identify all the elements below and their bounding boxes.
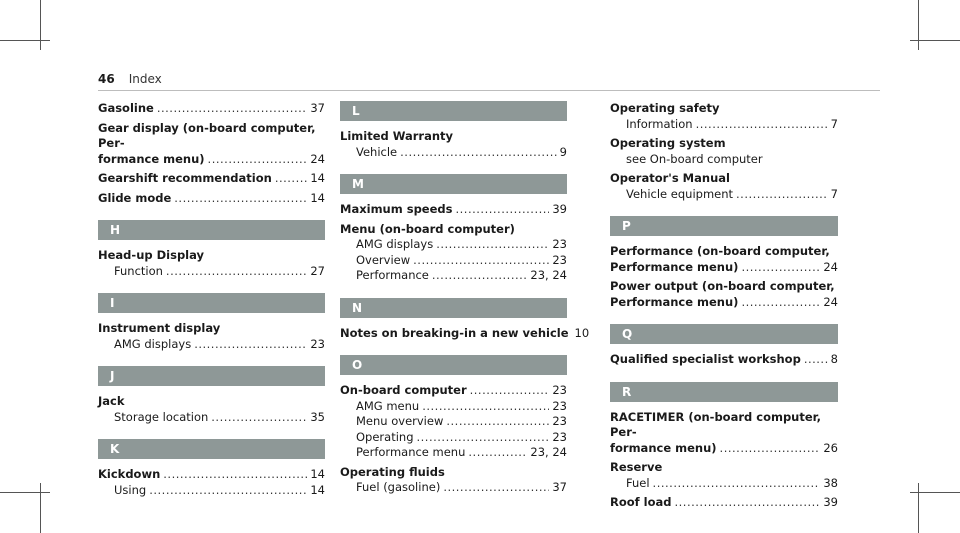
header-rule (98, 90, 880, 91)
index-entry[interactable]: Performance menu) ..... 24 (610, 260, 838, 276)
crop-mark (0, 40, 50, 41)
index-entry[interactable]: Maximum speeds ..... 39 (340, 202, 567, 218)
index-subentry[interactable]: Storage location ..... 35 (98, 410, 325, 426)
index-subentry[interactable]: Performance menu ..... 23, 24 (340, 445, 567, 461)
index-entry[interactable]: formance menu) ..... 26 (610, 441, 838, 457)
section-letter-o: O (340, 355, 567, 375)
index-column-2 (340, 101, 590, 496)
index-entry: Operating system (610, 136, 726, 150)
index-column-1 (98, 101, 325, 498)
section-letter-p: P (610, 216, 838, 236)
index-entry: Reserve (610, 460, 663, 474)
section-letter-i: I (98, 293, 325, 313)
index-subentry[interactable]: Operating ..... 23 (340, 430, 567, 446)
index-entry[interactable]: Gearshift recommendation ..... 14 (98, 171, 325, 187)
index-entry: Head-up Display (98, 248, 205, 262)
index-entry[interactable]: formance menu) ..... 24 (98, 152, 325, 168)
index-column-3 (610, 101, 838, 511)
index-entry[interactable]: Glide mode ..... 14 (98, 191, 325, 207)
index-entry: RACETIMER (on-board computer, Per- (610, 409, 822, 439)
crop-mark (910, 492, 960, 493)
section-letter-j: J (98, 366, 325, 386)
crop-mark (910, 40, 960, 41)
index-subentry[interactable]: AMG displays ..... 23 (98, 337, 325, 353)
index-subentry[interactable]: see On-board computer (626, 151, 763, 166)
index-entry: Limited Warranty (340, 129, 454, 143)
section-letter-h: H (98, 220, 325, 240)
index-subentry[interactable]: Function ..... 27 (98, 264, 325, 280)
index-entry: Operator's Manual (610, 171, 730, 185)
index-entry: Performance (on-board computer, (610, 244, 830, 258)
index-subentry[interactable]: Vehicle equipment ..... 7 (610, 187, 838, 203)
index-subentry[interactable]: Overview ..... 23 (340, 253, 567, 269)
index-entry[interactable]: Qualified specialist workshop ..... 8 (610, 352, 838, 368)
section-letter-r: R (610, 382, 838, 402)
crop-mark (40, 0, 41, 50)
index-subentry[interactable]: Information ..... 7 (610, 117, 838, 133)
index-entry[interactable]: Roof load ..... 39 (610, 495, 838, 511)
index-entry: Gear display (on-board computer, Per- (98, 120, 316, 150)
index-entry[interactable]: On-board computer ..... 23 (340, 383, 567, 399)
index-entry[interactable]: Gasoline ..... 37 (98, 101, 325, 117)
crop-mark (918, 483, 919, 533)
index-subentry[interactable]: Vehicle ..... 9 (340, 145, 567, 161)
index-subentry[interactable]: Menu overview ..... 23 (340, 414, 567, 430)
index-entry: Operating safety (610, 101, 720, 115)
index-entry: Power output (on-board computer, (610, 279, 835, 293)
index-subentry[interactable]: Fuel (gasoline) ..... 37 (340, 480, 567, 496)
index-entry[interactable]: Kickdown ..... 14 (98, 467, 325, 483)
page-number: 46 (98, 72, 115, 86)
crop-mark (0, 492, 50, 493)
index-subentry[interactable]: Using ..... 14 (98, 483, 325, 499)
section-letter-n: N (340, 298, 567, 318)
section-letter-k: K (98, 439, 325, 459)
page-header (98, 72, 162, 86)
section-letter-l: L (340, 101, 567, 121)
section-letter-m: M (340, 174, 567, 194)
index-entry[interactable]: Notes on breaking-in a new vehicle 10 (340, 325, 590, 340)
index-subentry[interactable]: AMG menu ..... 23 (340, 399, 567, 415)
index-subentry[interactable]: AMG displays ..... 23 (340, 237, 567, 253)
index-entry: Menu (on-board computer) (340, 221, 515, 236)
index-subentry[interactable]: Fuel ..... 38 (610, 476, 838, 492)
index-entry: Jack (98, 394, 125, 408)
page-title: Index (128, 72, 162, 86)
index-entry: Instrument display (98, 321, 221, 335)
index-entry[interactable]: Performance menu) ..... 24 (610, 295, 838, 311)
crop-mark (918, 0, 919, 50)
crop-mark (40, 483, 41, 533)
section-letter-q: Q (610, 324, 838, 344)
index-entry: Operating fluids (340, 464, 445, 479)
index-subentry[interactable]: Performance ..... 23, 24 (340, 268, 567, 284)
